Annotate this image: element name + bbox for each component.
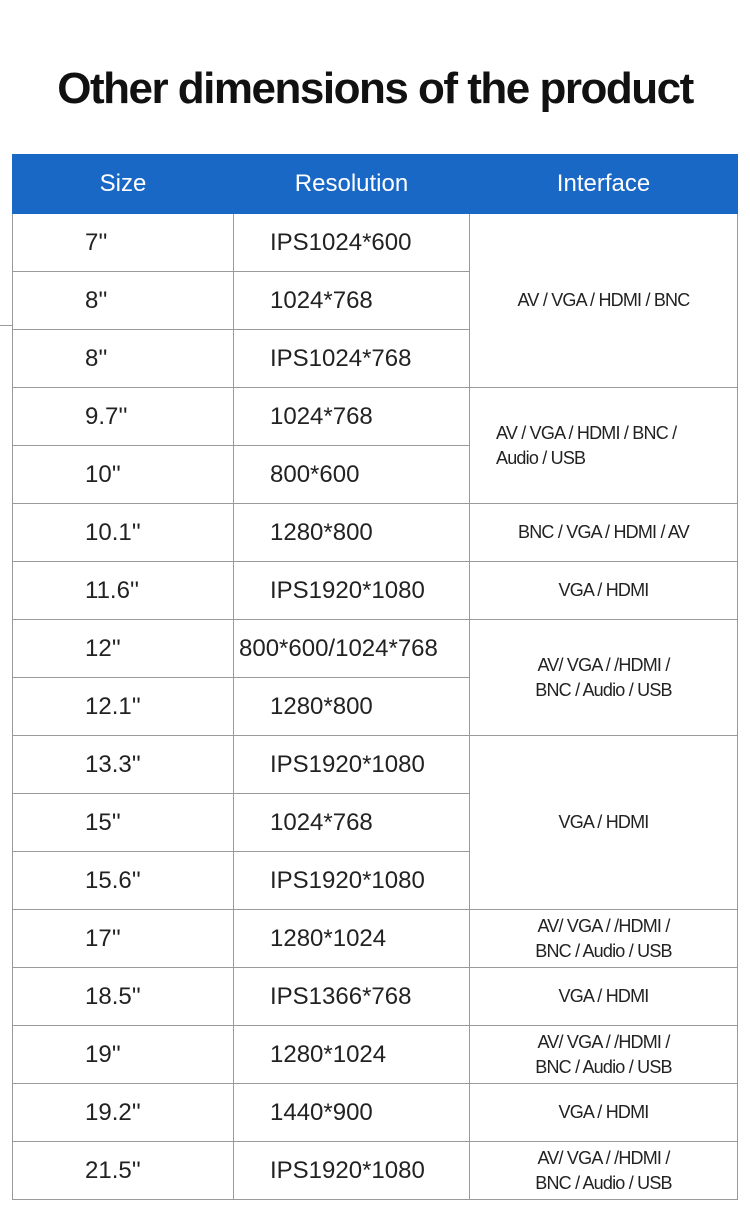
table-row (13, 620, 738, 678)
size-cell: 21.5'' (13, 1142, 234, 1200)
dimensions-table (12, 154, 738, 1200)
resolution-cell: 1280*800 (234, 504, 470, 562)
interface-cell (470, 1084, 738, 1142)
table-row (13, 968, 738, 1026)
size-cell: 15.6'' (13, 852, 234, 910)
interface-line: AV/ VGA / /HDMI / (537, 1031, 670, 1052)
divider-tick (0, 325, 12, 326)
size-cell: 10'' (13, 446, 234, 504)
interface-line: BNC / Audio / USB (535, 679, 672, 700)
size-cell: 12'' (13, 620, 234, 678)
resolution-cell: IPS1024*600 (234, 214, 470, 272)
resolution-cell: IPS1024*768 (234, 330, 470, 388)
size-cell: 15'' (13, 794, 234, 852)
table-row (13, 388, 738, 446)
size-cell: 18.5'' (13, 968, 234, 1026)
resolution-cell: 800*600 (234, 446, 470, 504)
interface-line: VGA / HDMI (558, 1102, 649, 1122)
header-resolution: Resolution (234, 155, 470, 214)
size-cell: 8'' (13, 272, 234, 330)
resolution-cell: 1280*800 (234, 678, 470, 736)
table-row (13, 1026, 738, 1084)
resolution-cell: IPS1920*1080 (234, 852, 470, 910)
interface-line: AV/ VGA / /HDMI / (537, 1147, 670, 1168)
size-cell: 7'' (13, 214, 234, 272)
interface-cell (470, 214, 738, 388)
resolution-cell: IPS1920*1080 (234, 1142, 470, 1200)
table-row (13, 736, 738, 794)
resolution-cell: 800*600/1024*768 (234, 620, 470, 678)
table-row (13, 504, 738, 562)
page-title: Other dimensions of the product (57, 64, 693, 113)
interface-line: AV / VGA / HDMI / BNC / (496, 422, 677, 443)
interface-line: BNC / VGA / HDMI / AV (518, 522, 689, 542)
resolution-cell: 1024*768 (234, 794, 470, 852)
interface-line: AV/ VGA / /HDMI / (537, 915, 670, 936)
size-cell: 11.6'' (13, 562, 234, 620)
interface-cell (470, 968, 738, 1026)
table-header-row (13, 155, 738, 214)
resolution-cell: IPS1366*768 (234, 968, 470, 1026)
size-cell: 19.2'' (13, 1084, 234, 1142)
resolution-cell: 1440*900 (234, 1084, 470, 1142)
resolution-cell: IPS1920*1080 (234, 736, 470, 794)
table-row (13, 910, 738, 968)
interface-line: VGA / HDMI (558, 812, 649, 832)
table-row (13, 1142, 738, 1200)
interface-line: Audio / USB (496, 447, 586, 468)
resolution-cell: 1280*1024 (234, 910, 470, 968)
size-cell: 9.7'' (13, 388, 234, 446)
interface-cell (470, 562, 738, 620)
size-cell: 12.1'' (13, 678, 234, 736)
header-size: Size (13, 155, 234, 214)
interface-line: BNC / Audio / USB (535, 940, 672, 961)
resolution-cell: 1280*1024 (234, 1026, 470, 1084)
resolution-cell: IPS1920*1080 (234, 562, 470, 620)
interface-line: AV/ VGA / /HDMI / (537, 654, 670, 675)
interface-cell (470, 620, 738, 736)
size-cell: 17'' (13, 910, 234, 968)
interface-cell (470, 504, 738, 562)
size-cell: 10.1'' (13, 504, 234, 562)
table-row (13, 1084, 738, 1142)
header-interface: Interface (470, 155, 738, 214)
interface-cell (470, 1142, 738, 1200)
table-row (13, 214, 738, 272)
interface-cell (470, 388, 738, 504)
size-cell: 8'' (13, 330, 234, 388)
interface-cell (470, 1026, 738, 1084)
interface-line: AV / VGA / HDMI / BNC (517, 290, 690, 310)
resolution-cell: 1024*768 (234, 272, 470, 330)
size-cell: 13.3'' (13, 736, 234, 794)
resolution-cell: 1024*768 (234, 388, 470, 446)
interface-line: BNC / Audio / USB (535, 1056, 672, 1077)
interface-line: VGA / HDMI (558, 986, 649, 1006)
interface-line: BNC / Audio / USB (535, 1172, 672, 1193)
interface-line: VGA / HDMI (558, 580, 649, 600)
size-cell: 19'' (13, 1026, 234, 1084)
interface-cell (470, 736, 738, 910)
interface-cell (470, 910, 738, 968)
table-row (13, 562, 738, 620)
